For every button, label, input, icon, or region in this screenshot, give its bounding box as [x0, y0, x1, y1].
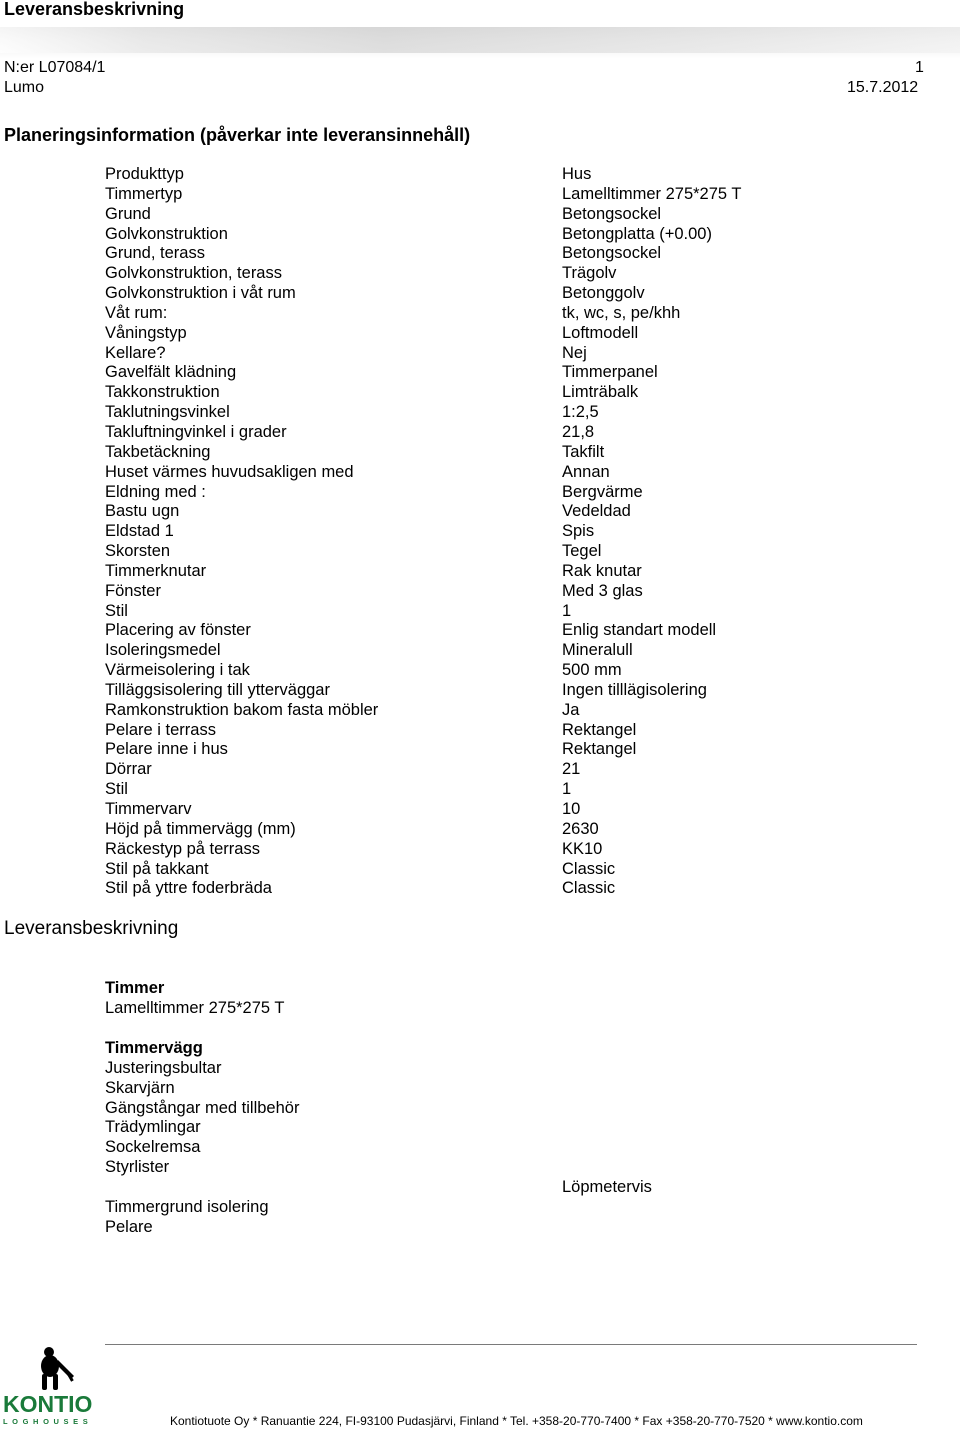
- spec-label: Eldstad 1: [105, 522, 174, 541]
- spec-value: tk, wc, s, pe/khh: [562, 303, 681, 322]
- spec-row: [105, 443, 865, 463]
- spec-row: [105, 483, 865, 503]
- spec-row: [105, 740, 865, 760]
- spec-label: Timmerknutar: [105, 561, 207, 580]
- planning-title: Planeringsinformation (påverkar inte leveransinnehåll): [4, 125, 471, 145]
- spec-row: [105, 225, 865, 245]
- spec-label: Takluftningvinkel i grader: [105, 422, 287, 441]
- spec-label: Grund, terass: [105, 244, 205, 263]
- spec-value: Ingen tilllägisolering: [562, 680, 707, 699]
- document-title: Leveransbeskrivning: [4, 0, 185, 19]
- spec-label: Produkttyp: [105, 165, 184, 183]
- spec-value: Hus: [562, 165, 592, 183]
- spec-label: Taklutningsvinkel: [105, 403, 230, 422]
- spec-label: Tilläggsisolering till ytterväggar: [105, 680, 330, 699]
- timmervagg-title: Timmervägg: [105, 1039, 203, 1057]
- spec-label: Grund: [105, 204, 151, 223]
- spec-label: Gavelfält klädning: [105, 363, 237, 382]
- spec-label: Takkonstruktion: [105, 383, 220, 402]
- delivery-title: Leveransbeskrivning: [4, 918, 179, 939]
- logo-subtext: LOGHOUSES: [3, 1417, 93, 1426]
- spec-row: [105, 205, 865, 225]
- spec-label: Isoleringsmedel: [105, 641, 221, 660]
- spec-label: Timmervarv: [105, 800, 192, 818]
- spec-label: Golvkonstruktion, terass: [105, 264, 282, 283]
- spec-value: 10: [562, 800, 581, 818]
- spec-row: [105, 185, 865, 205]
- spec-row: [105, 641, 865, 661]
- spec-row: [105, 165, 865, 185]
- spec-label: Stil: [105, 780, 128, 799]
- spec-label: Takbetäckning: [105, 442, 211, 461]
- spec-value: Rak knutar: [562, 561, 642, 580]
- spec-value: Betongplatta (+0.00): [562, 224, 712, 243]
- list-item: Gängstångar med tillbehör: [105, 1098, 300, 1117]
- spec-label: Stil: [105, 601, 128, 620]
- spec-value: Rektangel: [562, 740, 637, 759]
- spec-row: [105, 760, 865, 780]
- list-item: Trädymlingar: [105, 1118, 201, 1137]
- spec-label: Våningstyp: [105, 323, 187, 342]
- spec-row: [105, 502, 865, 522]
- document-number: N:er L07084/1: [4, 59, 106, 76]
- spec-label: Golvkonstruktion: [105, 224, 228, 243]
- spec-value: Classic: [562, 879, 616, 898]
- timmer-title: Timmer: [105, 979, 165, 997]
- spec-value: 2630: [562, 819, 599, 838]
- list-item: Justeringsbultar: [105, 1058, 222, 1077]
- project-name: Lumo: [4, 79, 45, 96]
- spec-row: [105, 582, 865, 602]
- spec-value: Betongsockel: [562, 244, 662, 263]
- spec-value: Takfilt: [562, 442, 605, 461]
- spec-row: [105, 542, 865, 562]
- spec-label: Stil på yttre foderbräda: [105, 879, 272, 898]
- spec-label: Värmeisolering i tak: [105, 661, 250, 680]
- spec-row: [105, 860, 865, 880]
- spec-value: Lamelltimmer 275*275 T: [562, 184, 742, 203]
- spec-row: [105, 621, 865, 641]
- spec-label: Ramkonstruktion bakom fasta möbler: [105, 700, 379, 719]
- spec-row: [105, 721, 865, 741]
- spec-label: Fönster: [105, 581, 161, 600]
- spec-value: Spis: [562, 522, 595, 541]
- spec-row: [105, 800, 865, 820]
- spec-value: Mineralull: [562, 641, 633, 660]
- spec-row: [105, 324, 865, 344]
- spec-row: [105, 562, 865, 582]
- spec-value: 1:2,5: [562, 403, 599, 422]
- logo-wordmark: KONTIO: [3, 1391, 93, 1417]
- spec-value: Classic: [562, 859, 616, 878]
- list-item: Skarvjärn: [105, 1078, 175, 1097]
- list-item: Styrlister: [105, 1158, 170, 1177]
- spec-value: 1: [562, 601, 572, 620]
- spec-label: Placering av fönster: [105, 621, 251, 640]
- spec-row: [105, 304, 865, 324]
- list-item: Pelare: [105, 1217, 153, 1236]
- header-band: [0, 27, 960, 107]
- spec-row: [105, 661, 865, 681]
- spec-row: [105, 840, 865, 860]
- spec-row: [105, 264, 865, 284]
- timmervagg-block: [105, 1039, 299, 1237]
- spec-label: Golvkonstruktion i våt rum: [105, 284, 296, 303]
- bear-figure-icon: [41, 1347, 74, 1390]
- page-number: 1: [915, 59, 924, 76]
- spec-label: Skorsten: [105, 542, 171, 561]
- spec-value: Trägolv: [562, 264, 617, 283]
- kontio-logo: [2, 1346, 106, 1426]
- spec-value: Nej: [562, 343, 587, 362]
- planning-spec-table: [105, 165, 865, 899]
- spec-label: Eldning med :: [105, 482, 206, 501]
- spec-value: Betonggolv: [562, 284, 645, 303]
- list-item: Timmergrund isolering: [105, 1197, 269, 1216]
- spec-value: Med 3 glas: [562, 581, 643, 600]
- spec-value: Betongsockel: [562, 204, 662, 223]
- spec-value: Annan: [562, 462, 610, 481]
- spec-value: 1: [562, 780, 572, 799]
- spec-label: Räckestyp på terrass: [105, 839, 260, 858]
- spec-value: Rektangel: [562, 720, 637, 739]
- spec-value: 21,8: [562, 422, 595, 441]
- spec-label: Höjd på timmervägg (mm): [105, 819, 296, 838]
- spec-row: [105, 244, 865, 264]
- unit-note: Löpmetervis: [562, 1178, 652, 1196]
- spec-row: [105, 701, 865, 721]
- spacer: [105, 1178, 299, 1198]
- spec-row: [105, 522, 865, 542]
- spec-label: Dörrar: [105, 760, 152, 779]
- spec-value: 500 mm: [562, 661, 622, 680]
- spec-label: Bastu ugn: [105, 502, 180, 521]
- spec-row: [105, 879, 865, 899]
- spec-value: Timmerpanel: [562, 363, 658, 382]
- footer-company-info: Kontiotuote Oy * Ranuantie 224, FI-93100 Pudasjärvi, Finland * Tel. +358-20-770-7400 * Fax +358-20-770-7520 * www.kontio.com: [170, 1414, 863, 1428]
- footer-divider: [105, 1344, 917, 1345]
- spec-row: [105, 363, 865, 383]
- spec-value: Vedeldad: [562, 502, 631, 521]
- spec-value: Tegel: [562, 542, 602, 561]
- list-item: Sockelremsa: [105, 1138, 201, 1157]
- spec-label: Huset värmes huvudsakligen med: [105, 462, 354, 481]
- spec-value: Loftmodell: [562, 323, 639, 342]
- spec-label: Pelare inne i hus: [105, 740, 228, 759]
- spec-value: Ja: [562, 700, 580, 719]
- spec-row: [105, 383, 865, 403]
- spec-value: Bergvärme: [562, 482, 643, 501]
- spec-label: Timmertyp: [105, 184, 183, 203]
- spec-row: [105, 403, 865, 423]
- spec-row: [105, 423, 865, 443]
- spec-value: KK10: [562, 839, 603, 858]
- spec-value: Limträbalk: [562, 383, 639, 402]
- spec-label: Kellare?: [105, 343, 166, 362]
- spec-row: [105, 344, 865, 364]
- spec-row: [105, 820, 865, 840]
- spec-row: [105, 780, 865, 800]
- spec-row: [105, 681, 865, 701]
- spec-row: [105, 463, 865, 483]
- spec-value: 21: [562, 760, 581, 779]
- spec-value: Enlig standart modell: [562, 621, 717, 640]
- spec-row: [105, 284, 865, 304]
- spec-label: Våt rum:: [105, 303, 168, 322]
- spec-label: Pelare i terrass: [105, 720, 216, 739]
- spec-label: Stil på takkant: [105, 859, 209, 878]
- document-date: 15.7.2012: [847, 79, 919, 96]
- list-item: Lamelltimmer 275*275 T: [105, 998, 285, 1017]
- spec-row: [105, 602, 865, 622]
- timmer-block: [105, 979, 284, 1019]
